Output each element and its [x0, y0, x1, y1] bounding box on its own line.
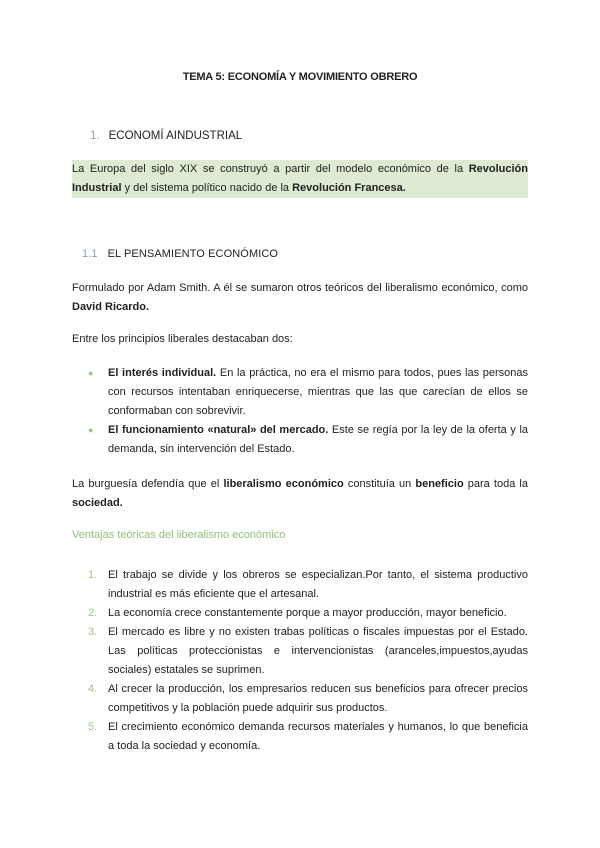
- p3-bold-2: beneficio: [415, 478, 464, 490]
- paragraph-burguesia: [72, 475, 528, 513]
- p3-text-3: para toda la: [463, 478, 528, 490]
- intro-paragraph: [72, 160, 528, 198]
- section-heading-1: [90, 130, 242, 142]
- item-number: 4.: [88, 683, 98, 695]
- item-number: 5.: [88, 721, 98, 733]
- item-number: 1.: [88, 569, 98, 581]
- intro-text-2: y del sistema político nacido de la: [121, 182, 293, 194]
- list-item: [86, 623, 528, 680]
- list-item: [86, 718, 528, 756]
- bullet-bold: El funcionamiento «natural» del mercado.: [108, 424, 329, 436]
- bullet-text: Este se regía por la ley de la oferta y la demanda, sin intervención del Estado.: [108, 424, 529, 455]
- list-item: [86, 421, 528, 459]
- subsection-heading-text: EL PENSAMIENTO ECONÓMICO: [107, 248, 279, 260]
- advantages-list: [86, 566, 528, 756]
- paragraph-adam-smith: [72, 279, 528, 317]
- item-number: 3.: [88, 626, 98, 638]
- item-text: El crecimiento económico demanda recursos materiales y humanos, lo que beneficia a toda la sociedad y economía.: [108, 721, 528, 752]
- list-item: [86, 364, 528, 421]
- bullet-dot-icon: ●: [88, 425, 94, 435]
- p3-bold-1: liberalismo económico: [223, 478, 344, 490]
- list-item: [86, 566, 528, 604]
- item-text: El trabajo se divide y los obreros se especializan.Por tanto, el sistema productivo industrial es más eficiente que el artesanal.: [108, 569, 528, 600]
- item-text: La economía crece constantemente porque a mayor producción, mayor beneficio.: [108, 607, 507, 619]
- list-item: [86, 604, 528, 623]
- paragraph-principles: Entre los principios liberales destacaban dos:: [72, 333, 293, 345]
- section-heading-text: ECONOMÍ AINDUSTRIAL: [108, 130, 243, 142]
- section-heading-1-1: [82, 248, 278, 260]
- intro-bold-1: Revolución Industrial: [72, 163, 528, 194]
- subsection-number: 1.1: [82, 248, 98, 260]
- section-number: 1.: [90, 130, 100, 142]
- page-title: TEMA 5: ECONOMÍA Y MOVIMIENTO OBRERO: [182, 71, 418, 83]
- p1-bold: David Ricardo.: [72, 301, 150, 313]
- item-text: Al crecer la producción, los empresarios reducen sus beneficios para ofrecer precios competitivos y la población puede adquirir sus productos.: [108, 683, 528, 714]
- bullet-dot-icon: ●: [88, 368, 94, 378]
- p3-text-2: constituía un: [343, 478, 416, 490]
- intro-bold-2: Revolución Francesa.: [292, 182, 406, 194]
- p1-text: Formulado por Adam Smith. A él se sumaron otros teóricos del liberalismo económico, como: [72, 282, 528, 294]
- list-item: [86, 680, 528, 718]
- bullet-bold: El interés individual.: [108, 367, 217, 379]
- principles-list: [86, 364, 528, 459]
- advantages-subheading: Ventajas teóricas del liberalismo económico: [72, 529, 286, 541]
- bullet-text: En la práctica, no era el mismo para todos, pues las personas con recursos intentaban enriquecerse, mientras que las que carecían de ellos se conformaban con sobrevivir.: [108, 367, 528, 417]
- item-text: El mercado es libre y no existen trabas políticas o fiscales impuestas por el Estado. Las políticas proteccionistas e intervencionistas (aranceles,impuestos,ayudas sociales) estatales se suprimen.: [108, 626, 528, 676]
- p3-text-1: La burguesía defendía que el: [72, 478, 224, 490]
- item-number: 2.: [88, 607, 98, 619]
- intro-text-1: La Europa del siglo XIX se construyó a partir del modelo económico de la: [72, 163, 469, 175]
- p3-bold-3: sociedad.: [72, 497, 123, 509]
